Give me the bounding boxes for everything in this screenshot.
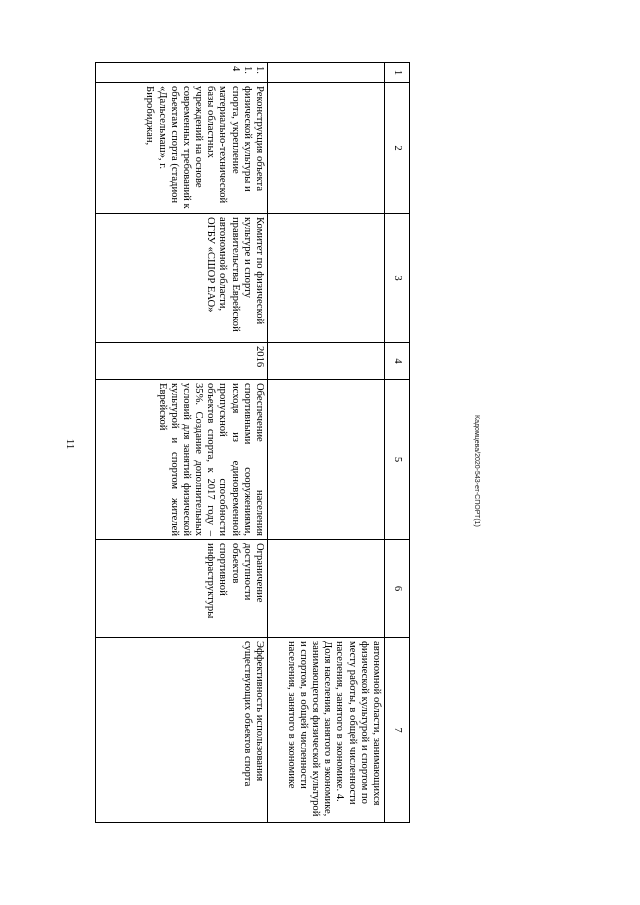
program-table xyxy=(95,62,410,823)
cell-year: 2016 xyxy=(96,343,268,380)
cell-activity: Реконструкция объекта физической культуры и спорта, укрепление материально-технической базы областных учреждений на основе современных требований к объектам спорта (стадион «Дальсельмаш», г. Биробиджан, xyxy=(96,83,268,214)
page-number: 11 xyxy=(64,438,76,450)
column-header-2: 2 xyxy=(385,83,410,214)
cell-number xyxy=(268,63,385,83)
cell-consequences: Ограничение доступности объектов спортивной инфраструктуры xyxy=(96,540,268,638)
table-row xyxy=(96,63,268,823)
cell-executor: Комитет по физической культуре и спорту правительства Еврейской автономной области, ОГБУ «СШОР ЕАО» xyxy=(96,214,268,343)
cell-activity xyxy=(268,83,385,214)
rotated-table-container xyxy=(105,62,410,822)
column-header-4: 4 xyxy=(385,343,410,380)
document-footer-id: Кадомцева/2020-543-ет-СПОРТ(1) xyxy=(473,415,480,527)
cell-indicators: автономной области, занимающихся физической культурой и спортом по месту работы, в общей численности населения, занятого в экономике. 4. Доля населения, занятого в экономике, занимающегося физической культурой и спортом, в общей численности населения, занятого в экономике xyxy=(268,638,385,823)
cell-indicators: Эффективность использования существующих объектов спорта xyxy=(96,638,268,823)
cell-year xyxy=(268,343,385,380)
column-header-5: 5 xyxy=(385,380,410,540)
table-header-row xyxy=(385,63,410,823)
column-header-7: 7 xyxy=(385,638,410,823)
column-header-3: 3 xyxy=(385,214,410,343)
column-header-1: 1 xyxy=(385,63,410,83)
table-row xyxy=(268,63,385,823)
cell-consequences xyxy=(268,540,385,638)
cell-result: Обеспечение населения спортивными сооружениями, исходя из единовременной пропускной способности объектов спорта, к 2017 году – 35%. Создание дополнительных условий для занятий физической культурой и спортом жителей Еврейской xyxy=(96,380,268,540)
cell-executor xyxy=(268,214,385,343)
column-header-6: 6 xyxy=(385,540,410,638)
cell-number: 1.1.4 xyxy=(96,63,268,83)
cell-result xyxy=(268,380,385,540)
